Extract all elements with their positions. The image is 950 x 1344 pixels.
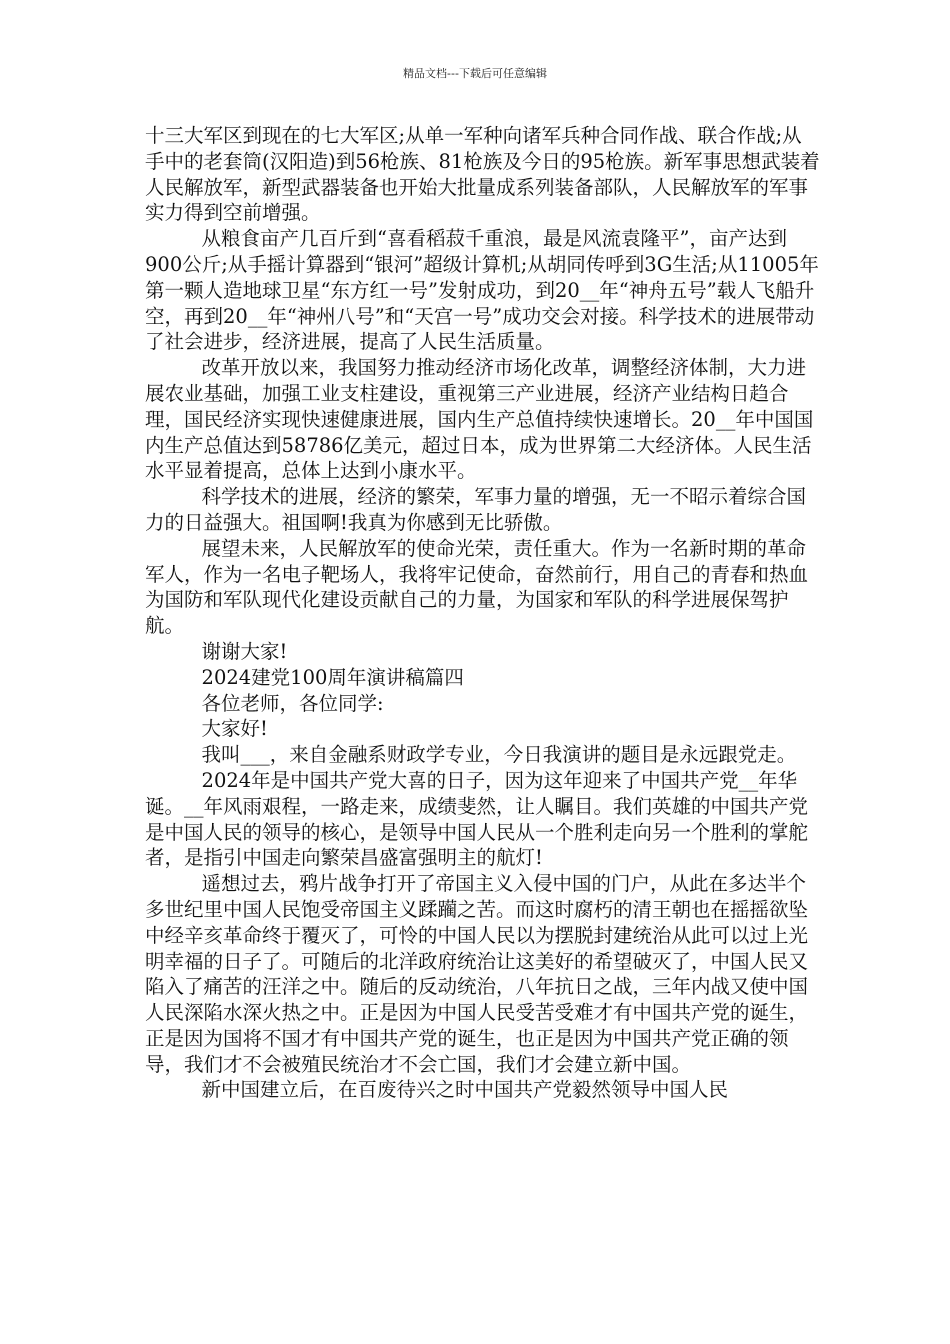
section-title: 2024建党100周年演讲稿篇四	[201, 665, 464, 689]
paragraph-party-anniversary: 2024年是中国共产党大喜的日子，因为这年迎来了中国共产党__年华诞。__年风雨艰程，一路走来，成绩斐然，让人瞩目。我们英雄的中国共产党是中国人民的领导的核心，是领导中国人民从一个胜利走向另一个胜利的掌舵者，是指引中国走向繁荣昌盛富强明主的航灯!	[145, 768, 809, 870]
paragraph-economy: 改革开放以来，我国努力推动经济市场化改革，调整经济体制，大力进展农业基础，加强工业支柱建设，重视第三产业进展，经济产业结构日趋合理，国民经济实现快速健康进展，国内生产总值持续快速增长。20__年中国国内生产总值达到58786亿美元，超过日本，成为世界第二大经济体。人民生活水平显着提高，总体上达到小康水平。	[145, 356, 814, 483]
salutation: 各位老师，各位同学:	[201, 691, 384, 715]
paragraph-history: 遥想过去，鸦片战争打开了帝国主义入侵中国的门户，从此在多达半个多世纪里中国人民饱受帝国主义蹂躏之苦。而这时腐朽的清王朝也在摇摇欲坠中经辛亥革命终于覆灭了，可怜的中国人民以为摆脱封建统治从此可以过上光明幸福的日子了。可随后的北洋政府统治让这美好的希望破灭了，中国人民又陷入了痛苦的汪洋之中。随后的反动统治，八年抗日之战，三年内战又使中国人民深陷水深火热之中。正是因为中国人民受苦受难才有中国共产党的诞生，正是因为国将不国才有中国共产党的诞生，也正是因为中国共产党正确的领导，我们才不会被殖民统治才不会亡国，我们才会建立新中国。	[145, 872, 809, 1076]
paragraph-new-china: 新中国建立后，在百废待兴之时中国共产党毅然领导中国人民	[201, 1078, 729, 1102]
paragraph-introduction: 我叫___，来自金融系财政学专业，今日我演讲的题目是永远跟党走。	[201, 743, 797, 767]
paragraph-technology: 从粮食亩产几百斤到“喜看稻菽千重浪，最是风流袁隆平”，亩产达到900公斤;从手摇计算器到“银河”超级计算机;从胡同传呼到3G生活;从11005年第一颗人造地球卫星“东方红一号”发射成功，到20__年“神舟五号”载人飞船升空，再到20__年“神州八号”和“天宫一号”成功交会对接。科学技术的进展带动了社会进步，经济进展，提高了人民生活质量。	[145, 227, 819, 354]
document-body	[145, 123, 821, 1103]
paragraph-national-strength: 科学技术的进展，经济的繁荣，军事力量的增强，无一不昭示着综合国力的日益强大。祖国啊!我真为你感到无比骄傲。	[145, 485, 807, 534]
paragraph-future: 展望未来，人民解放军的使命光荣，责任重大。作为一名新时期的革命军人，作为一名电子靶场人，我将牢记使命，奋然前行，用自己的青春和热血为国防和军队现代化建设贡献自己的力量，为国家和军队的科学进展保驾护航。	[145, 536, 809, 638]
paragraph-continuation: 十三大军区到现在的七大军区;从单一军种向诸军兵种合同作战、联合作战;从手中的老套筒(汉阳造)到56枪族、81枪族及今日的95枪族。新军事思想武装着人民解放军，新型武器装备也开始大批量成系列装备部队，人民解放军的军事实力得到空前增强。	[145, 124, 820, 225]
greeting: 大家好!	[201, 717, 268, 741]
paragraph-thanks: 谢谢大家!	[201, 639, 288, 663]
page-header: 精品文档---下载后可任意编辑	[403, 67, 547, 80]
